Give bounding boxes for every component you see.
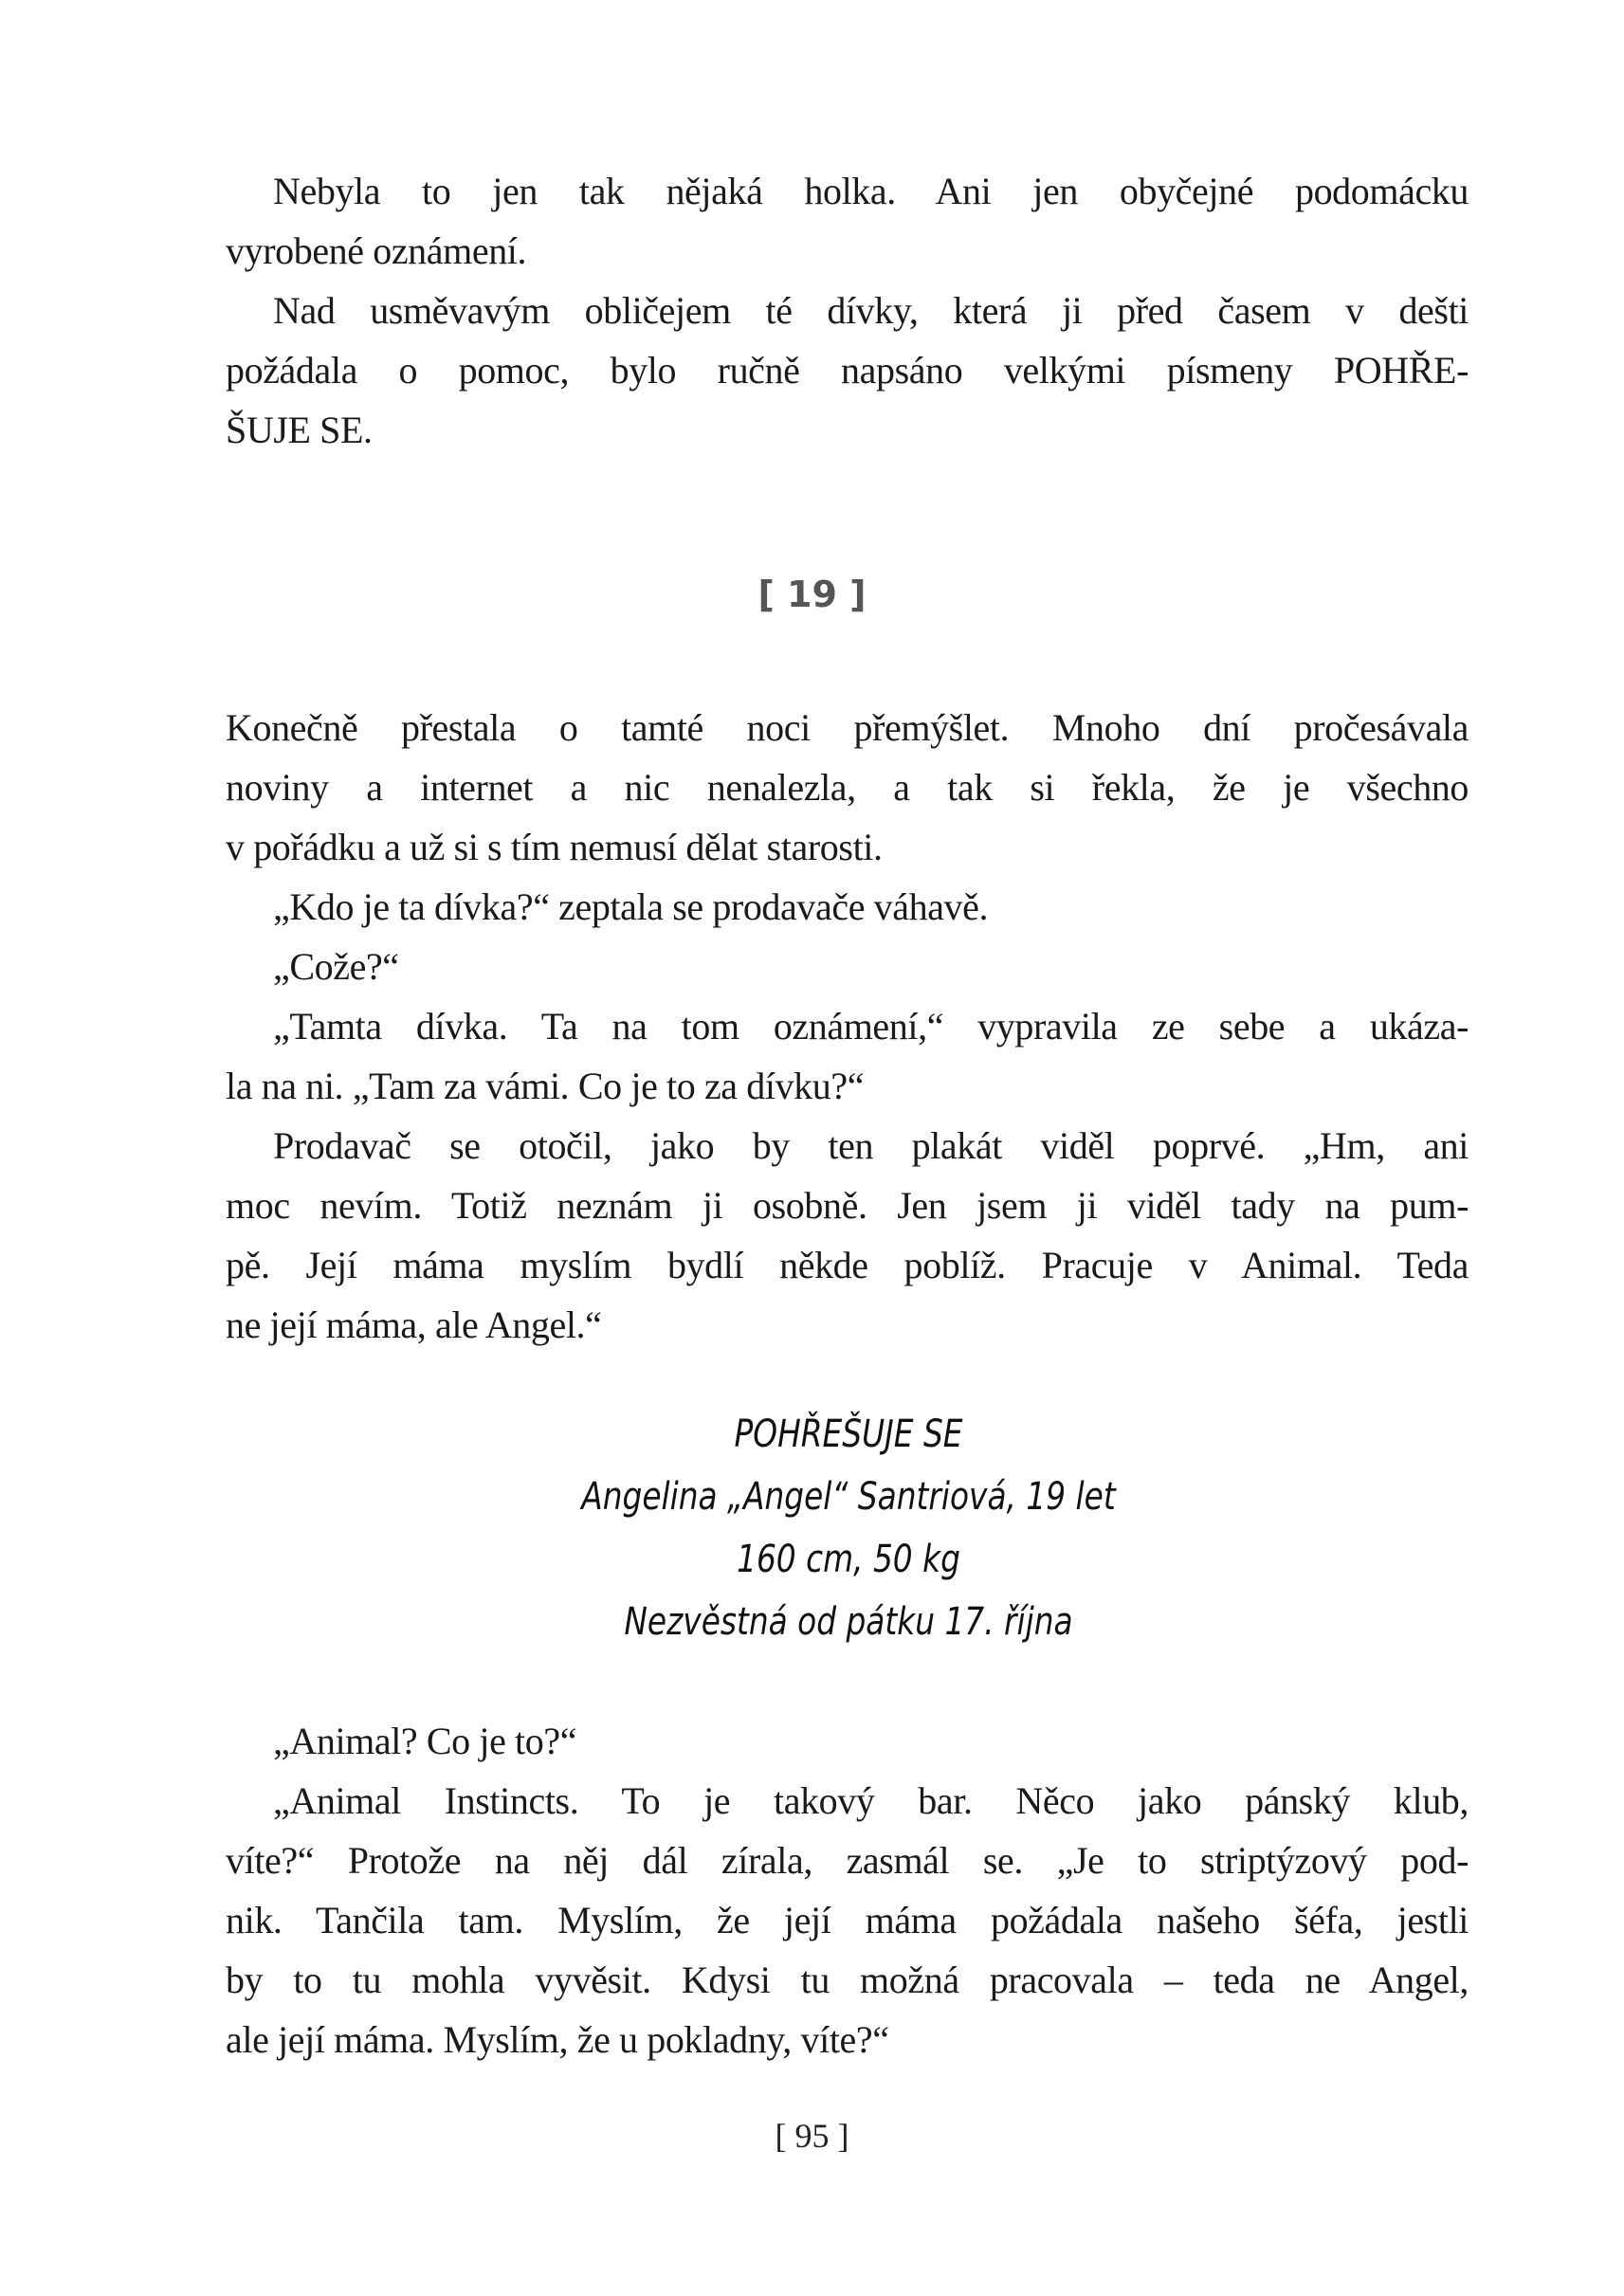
chapter-heading: [ 19 ] (757, 574, 867, 615)
text-line: pě. Její máma myslím bydlí někde poblíž. Pracuje v Animal. Teda (226, 1244, 1469, 1286)
text-line: moc nevím. Totiž neznám ji osobně. Jen jsem ji viděl tady na pum- (226, 1184, 1469, 1227)
text-line: víte?“ Protože na něj dál zírala, zasmál se. „Je to striptýzový pod- (226, 1839, 1469, 1882)
handwritten-missing-poster (474, 1403, 1223, 1653)
poster-missing-since: Nezvěstná od pátku 17. října (624, 1600, 1073, 1644)
poster-name: Angelina „Angel“ Santriová, 19 let (581, 1475, 1116, 1519)
text-line: la na ni. „Tam za vámi. Co je to za dívku?“ (226, 1065, 865, 1107)
text-line: v pořádku a už si s tím nemusí dělat starosti. (226, 826, 883, 868)
text-line: „Tamta dívka. Ta na tom oznámení,“ vypravila ze sebe a ukáza- (273, 1005, 1469, 1048)
text-line: ne její máma, ale Angel.“ (226, 1303, 602, 1346)
text-line: noviny a internet a nic nenalezla, a tak si řekla, že je všechno (226, 766, 1469, 809)
text-line: „Cože?“ (273, 945, 399, 988)
text-line: by to tu mohla vyvěsit. Kdysi tu možná pracovala – teda ne Angel, (226, 1959, 1469, 2001)
text-line: „Kdo je ta dívka?“ zeptala se prodavače váhavě. (273, 885, 989, 928)
text-line: Nebyla to jen tak nějaká holka. Ani jen obyčejné podomácku (273, 170, 1469, 212)
text-line: požádala o pomoc, bylo ručně napsáno velkými písmeny POHŘE- (226, 349, 1469, 392)
text-line: ale její máma. Myslím, že u pokladny, víte?“ (226, 2018, 889, 2061)
text-line: Konečně přestala o tamté noci přemýšlet. Mnoho dní pročesávala (226, 706, 1469, 749)
paragraph-dialogue (226, 698, 1469, 1355)
paragraph-intro (226, 161, 1469, 460)
text-line: Prodavač se otočil, jako by ten plakát viděl poprvé. „Hm, ani (273, 1124, 1469, 1167)
poster-title: POHŘEŠUJE SE (734, 1412, 963, 1456)
text-line: „Animal? Co je to?“ (273, 1720, 577, 1762)
text-line: nik. Tančila tam. Myslím, že její máma požádala našeho šéfa, jestli (226, 1899, 1469, 1941)
text-line: vyrobené oznámení. (226, 229, 527, 272)
poster-measurements: 160 cm, 50 kg (737, 1538, 960, 1581)
page-number: [ 95 ] (775, 2117, 849, 2155)
text-line: Nad usměvavým obličejem té dívky, která ji před časem v dešti (273, 289, 1469, 332)
text-line: „Animal Instincts. To je takový bar. Něco jako pánský klub, (273, 1779, 1469, 1822)
paragraph-closing (226, 1711, 1469, 2069)
text-line: ŠUJE SE. (226, 409, 373, 451)
